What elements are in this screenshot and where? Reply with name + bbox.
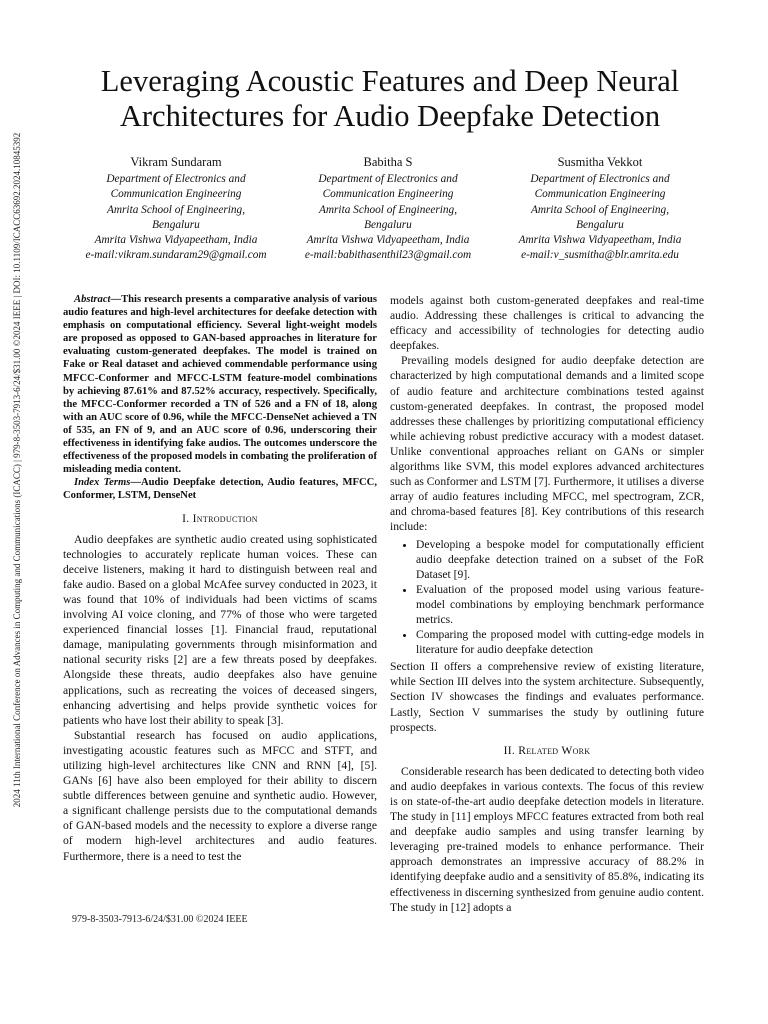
paragraph: Prevailing models designed for audio deepfake detection are characterized by high computational demands and a limited scope of audio feature and architecture combinations tested against custom-generated deepfakes. In contrast, the proposed model addresses these challenges by prioritizing computational efficiency while achieving robust predictive accuracy with a modest dataset. Unlike conventional approaches reliant on GANs or simpler algorithms like SVM, this model explores advanced architectures such as Conformer and LSTM [7]. Furthermore, it utilises a diverse array of audio features including MFCC, mel spectrogram, ZCR, and chroma-based features [8]. Key contributions of this research include: <box>390 354 704 534</box>
author-email: e-mail:v_susmitha@blr.amrita.edu <box>521 249 679 262</box>
doi-sidebar <box>8 30 26 910</box>
list-item: • Comparing the proposed model with cutting-edge models in literature for audio deepfake detection <box>416 627 704 657</box>
author-dept: Department of Electronics and <box>318 173 458 186</box>
author-dept: Department of Electronics and <box>530 173 670 186</box>
section-heading-related-work: II. Related Work <box>503 743 591 757</box>
author-school: Amrita School of Engineering, <box>106 203 246 216</box>
author-dept: Communication Engineering <box>110 188 242 201</box>
copyright-footer: 979-8-3503-7913-6/24/$31.00 ©2024 IEEE <box>72 914 248 925</box>
author-block <box>70 155 706 263</box>
right-column <box>390 293 704 915</box>
author-name: Vikram Sundaram <box>130 155 222 169</box>
author-school: Amrita School of Engineering, <box>318 203 458 216</box>
paragraph: models against both custom-generated deepfakes and real-time audio. Addressing these challenges is critical to advancing the efficacy and accessibility of technologies for detecting audio deepfakes. <box>390 294 704 353</box>
abstract-label: Abstract <box>74 294 111 305</box>
abstract-text: —This research presents a comparative analysis of various audio features and high-level architectures for deefake detection with emphasis on computational efficiency. Several light-weight models are proposed as opposed to GAN-based approaches in literature for evaluating custom-generated deepfakes. The model is trained on Fake or Real dataset and achieved commendable performance using MFCC-Conformer and MFCC-LSTM feature-model combinations by achieving 87.61% and 87.52% accuracy, respectively. Specifically, the MFCC-Conformer recorded a TN of 526 and a FN of 18, along with an AUC score of 0.96, while the MFCC-DenseNet achieved a TN of 535, an FN of 9, and an AUC score of 0.96, underscoring their effectiveness in identifying fake audios. The outcomes underscore the effectiveness of the proposed models in combating the proliferation of misleading media content. <box>63 294 377 476</box>
author-3 <box>494 155 706 263</box>
author-school: Bengaluru <box>576 218 624 231</box>
paragraph: Audio deepfakes are synthetic audio created using sophisticated technologies to accurately replicate human voices. These can deceive listeners, making it hard to distinguish between real and fake audio. Based on a global McAfee survey conducted in 2023, it was found that 10% of individuals had been victims of scams involving AI voice cloning, and 77% of those who were targeted experienced financial losses [1]. Financial fraud, reputational damage, manipulating governments through misinformation and national security risks [2] are a few threats posed by deepfakes. Alongside these threats, audio deepfakes also have genuine applications, such as recreating the voices of deceased singers, enhancing advertising and helps provide synthetic voices for patients who have lost their ability to speak [3]. <box>63 532 377 727</box>
list-item: • Developing a bespoke model for computationally efficient audio deepfake detection trained on a subset of the FoR Dataset [9]. <box>416 537 704 582</box>
index-terms <box>63 476 377 502</box>
index-terms-text: —Audio Deepfake detection, Audio features, MFCC, Conformer, LSTM, DenseNet <box>63 477 377 502</box>
author-school: Amrita School of Engineering, <box>530 203 670 216</box>
author-dept: Communication Engineering <box>322 188 454 201</box>
author-email: e-mail:babithasenthil23@gmail.com <box>304 249 472 262</box>
contributions-list <box>390 537 704 658</box>
author-school: Bengaluru <box>152 218 200 231</box>
author-school: Bengaluru <box>364 218 412 231</box>
author-name: Susmitha Vekkot <box>557 155 643 169</box>
author-email: e-mail:vikram.sundaram29@gmail.com <box>85 249 267 262</box>
paragraph: Section II offers a comprehensive review of existing literature, while Section III delves into the system architecture. Subsequently, Section IV showcases the findings and evaluates performance. Lastly, Section V summarises the study by outlining future prospects. <box>390 660 704 734</box>
paragraph: Substantial research has focused on audio applications, investigating acoustic features such as MFCC and STFT, and utilizing high-level architectures like CNN and RNN [4], [5]. GANs [6] have also been employed for their ability to discern subtle differences between genuine and synthetic audio. However, a significant challenge persists due to the computational demands of GAN-based models and the necessity to explore a diverse range of modern high-level architectures and audio features. Furthermore, there is a need to test the <box>63 728 377 863</box>
author-2 <box>282 155 494 263</box>
author-dept: Department of Electronics and <box>106 173 246 186</box>
doi-sidebar-text: 2024 11th International Conference on Advances in Computing and Communications (ICACC) | 979-8-3503-7913-6/24/$31.00 ©2024 IEEE | DOI: 10.1109/ICACC63692.2024.10845392 <box>12 132 23 808</box>
abstract <box>63 293 377 476</box>
author-name: Babitha S <box>363 155 413 169</box>
paper-title: Leveraging Acoustic Features and Deep Neural Architectures for Audio Deepfake Detection <box>100 64 680 133</box>
section-heading-introduction: I. Introduction <box>182 511 258 525</box>
author-university: Amrita Vishwa Vidyapeetham, India <box>306 234 470 247</box>
author-dept: Communication Engineering <box>534 188 666 201</box>
left-column <box>63 293 377 864</box>
author-university: Amrita Vishwa Vidyapeetham, India <box>94 234 258 247</box>
paragraph: Considerable research has been dedicated to detecting both video and audio deepfakes in various contexts. The focus of this review is on state-of-the-art audio deepfake detection models in literature. The study in [11] employs MFCC features extracted from both real and deepfake audio samples and using transfer learning by leveraging pre-trained models to enhance performance. Their approach demonstrates an impressive accuracy of 88.2% in identifying deepfake audio and a sensitivity of 85.8%, indicating its effectiveness in discerning synthesized from genuine audio content. The study in [12] adopts a <box>390 764 705 914</box>
author-university: Amrita Vishwa Vidyapeetham, India <box>518 234 682 247</box>
index-terms-label: Index Terms <box>74 477 131 489</box>
author-1 <box>70 155 282 263</box>
list-item: • Evaluation of the proposed model using various feature-model combinations by employing benchmark performance metrics. <box>416 582 704 627</box>
